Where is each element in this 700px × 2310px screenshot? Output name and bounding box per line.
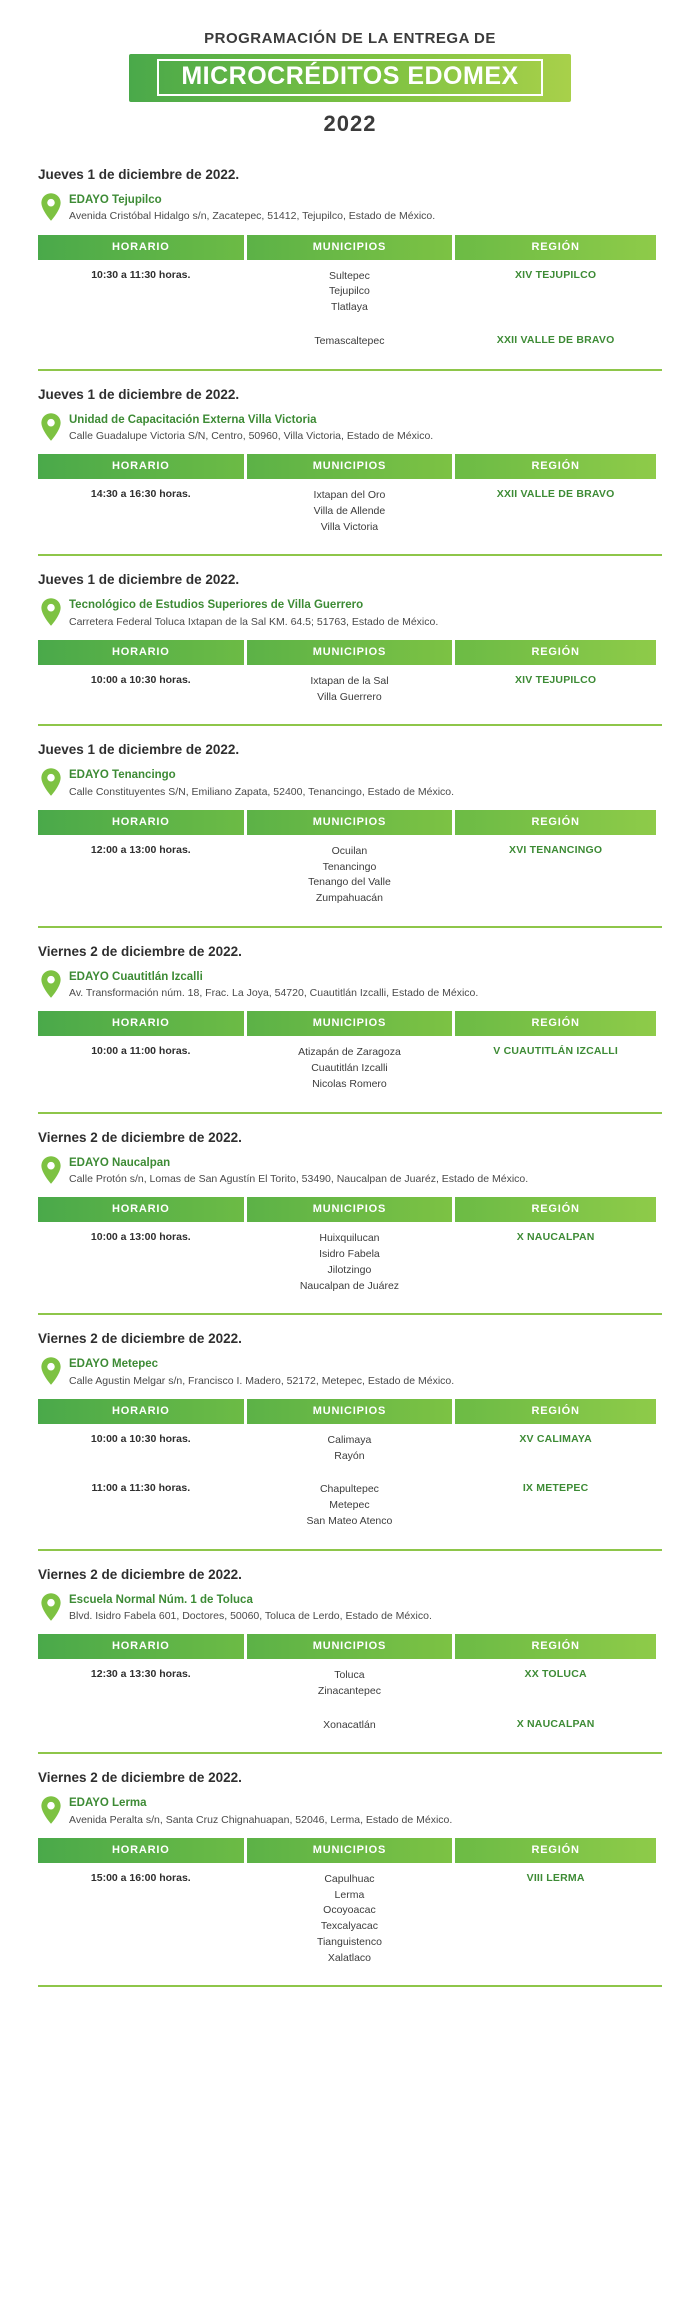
column-header-region: REGIÓN: [455, 454, 656, 479]
row-region: XIV TEJUPILCO: [514, 673, 597, 686]
municipio-name: Nicolas Romero: [312, 1077, 387, 1090]
row-horario: 10:30 a 11:30 horas.: [91, 268, 191, 281]
header-title-band: [129, 54, 570, 102]
municipio-name: Rayón: [334, 1449, 365, 1462]
column-header-municipios: MUNICIPIOS: [247, 454, 453, 479]
schedule-section: [38, 167, 662, 371]
venue-name: EDAYO Tenancingo: [69, 769, 176, 782]
table-header-row: [38, 1197, 656, 1222]
venue-name: EDAYO Tejupilco: [69, 194, 162, 206]
row-municipios: [247, 835, 453, 916]
map-pin-icon: [40, 193, 62, 221]
row-municipios: [247, 260, 453, 325]
schedule-table: [35, 235, 659, 359]
venue-address: Blvd. Isidro Fabela 601, Doctores, 50060, Toluca de Lerdo, Estado de México.: [69, 1609, 432, 1622]
section-divider: [38, 369, 662, 371]
table-row: [38, 325, 656, 359]
header-year: 2022: [323, 111, 377, 136]
column-header-region: REGIÓN: [455, 1838, 656, 1863]
schedule-section: [38, 387, 662, 557]
schedule-section: [38, 944, 662, 1114]
row-region: V CUAUTITLÁN IZCALLI: [493, 1045, 618, 1058]
table-row: [38, 835, 656, 916]
section-divider: [38, 1112, 662, 1114]
section-divider: [38, 1752, 662, 1754]
venue-block: [38, 412, 662, 444]
map-pin-icon: [40, 598, 62, 626]
table-header-row: [38, 235, 656, 260]
row-horario: 10:00 a 10:30 horas.: [90, 1432, 191, 1445]
row-horario: 12:30 a 13:30 horas.: [90, 1668, 191, 1681]
column-header-horario: HORARIO: [38, 235, 244, 260]
column-header-region: REGIÓN: [455, 1399, 656, 1424]
row-municipios: [247, 1473, 453, 1538]
section-date: Jueves 1 de diciembre de 2022.: [38, 167, 240, 182]
section-divider: [38, 926, 662, 928]
table-header-row: [38, 454, 656, 479]
table-row: [38, 1473, 656, 1538]
venue-block: [38, 1356, 662, 1388]
row-region: X NAUCALPAN: [516, 1231, 595, 1244]
column-header-municipios: MUNICIPIOS: [247, 1838, 453, 1863]
section-date: Viernes 2 de diciembre de 2022.: [38, 1770, 242, 1786]
section-date: Jueves 1 de diciembre de 2022.: [38, 572, 240, 588]
municipio-name: Villa Guerrero: [317, 690, 382, 703]
column-header-region: REGIÓN: [455, 810, 656, 835]
column-header-municipios: MUNICIPIOS: [247, 1399, 453, 1424]
municipio-name: Villa de Allende: [313, 504, 386, 517]
venue-block: [38, 1592, 662, 1624]
row-horario: 14:30 a 16:30 horas.: [90, 488, 191, 501]
schedule-table: [35, 1634, 659, 1742]
row-municipios: [247, 1036, 453, 1101]
venue-block: [38, 969, 662, 1001]
map-pin-icon: [40, 1796, 62, 1824]
section-date: Viernes 2 de diciembre de 2022.: [38, 1566, 242, 1582]
column-header-municipios: MUNICIPIOS: [247, 1634, 453, 1659]
row-region: X NAUCALPAN: [516, 1717, 595, 1730]
venue-address: Avenida Peralta s/n, Santa Cruz Chignahuapan, 52046, Lerma, Estado de México.: [69, 1813, 453, 1826]
municipio-name: Toluca: [334, 1669, 365, 1682]
venue-address: Av. Transformación núm. 18, Frac. La Joya, 54720, Cuautitlán Izcalli, Estado de México.: [69, 987, 479, 1000]
column-header-municipios: MUNICIPIOS: [247, 640, 453, 665]
table-row: [38, 1424, 656, 1474]
section-divider: [38, 1985, 662, 1987]
venue-address: Carretera Federal Toluca Ixtapan de la Sal KM. 64.5; 51763, Estado de México.: [69, 615, 439, 628]
row-region: VIII LERMA: [526, 1871, 585, 1884]
row-municipios: [247, 1424, 453, 1474]
municipio-name: Ixtapan de la Sal: [310, 674, 389, 687]
municipio-name: Atizapán de Zaragoza: [298, 1046, 401, 1059]
row-municipios: [247, 479, 453, 544]
schedule-section: [38, 1770, 662, 1987]
column-header-municipios: MUNICIPIOS: [247, 1197, 453, 1222]
venue-name: EDAYO Cuautitlán Izcalli: [69, 970, 203, 983]
municipio-name: Ixtapan del Oro: [313, 489, 386, 502]
municipio-name: Villa Victoria: [320, 520, 379, 533]
column-header-horario: HORARIO: [38, 1399, 244, 1424]
municipio-name: Ocuilan: [331, 844, 368, 857]
municipio-name: Cuautitlán Izcalli: [311, 1062, 388, 1075]
row-region: XVI TENANCINGO: [509, 843, 603, 856]
municipio-name: Metepec: [329, 1499, 370, 1512]
column-header-municipios: MUNICIPIOS: [247, 235, 453, 260]
column-header-horario: HORARIO: [38, 640, 244, 665]
row-region: XV CALIMAYA: [519, 1432, 592, 1445]
row-horario: 10:00 a 10:30 horas.: [90, 673, 191, 686]
municipio-name: Zinacantepec: [317, 1684, 381, 1697]
venue-name: Tecnológico de Estudios Superiores de Villa Guerrero: [69, 599, 364, 612]
municipio-name: San Mateo Atenco: [306, 1514, 393, 1527]
row-region: XIV TEJUPILCO: [514, 268, 597, 281]
table-row: [38, 1036, 656, 1101]
header-subtitle: PROGRAMACIÓN DE LA ENTREGA DE: [204, 30, 496, 47]
column-header-horario: HORARIO: [38, 1011, 244, 1036]
schedule-sections: [38, 167, 662, 1987]
venue-name: Unidad de Capacitación Externa Villa Victoria: [69, 413, 317, 426]
schedule-section: [38, 742, 662, 928]
municipio-name: Tenancingo: [322, 860, 377, 873]
schedule-table: [35, 1399, 659, 1539]
map-pin-icon: [40, 1156, 62, 1184]
municipio-name: Calimaya: [327, 1433, 372, 1446]
section-date: Viernes 2 de diciembre de 2022.: [38, 1331, 242, 1347]
section-divider: [38, 724, 662, 726]
row-horario: [38, 325, 244, 359]
venue-name: EDAYO Naucalpan: [69, 1156, 171, 1169]
column-header-municipios: MUNICIPIOS: [247, 810, 453, 835]
table-row: [38, 260, 656, 325]
row-horario: 12:00 a 13:00 horas.: [90, 843, 191, 856]
table-row: [38, 1222, 656, 1303]
section-date: Viernes 2 de diciembre de 2022.: [38, 943, 242, 959]
schedule-table: [35, 1838, 659, 1976]
municipio-name: Naucalpan de Juárez: [299, 1279, 400, 1292]
map-pin-icon: [40, 970, 62, 998]
row-municipios: [247, 325, 453, 359]
venue-name: EDAYO Lerma: [69, 1797, 147, 1810]
municipio-name: Chapultepec: [319, 1483, 379, 1496]
municipio-name: Huixquilucan: [319, 1232, 380, 1245]
section-divider: [38, 554, 662, 556]
table-row: [38, 665, 656, 715]
column-header-horario: HORARIO: [38, 1197, 244, 1222]
table-header-row: [38, 640, 656, 665]
table-row: [38, 1709, 656, 1743]
municipio-name: Jilotzingo: [327, 1263, 372, 1276]
municipio-name: Isidro Fabela: [319, 1248, 380, 1261]
column-header-region: REGIÓN: [455, 1197, 656, 1222]
section-divider: [38, 1549, 662, 1551]
schedule-section: [38, 1331, 662, 1550]
section-date: Jueves 1 de diciembre de 2022.: [38, 386, 240, 402]
table-header-row: [38, 1399, 656, 1424]
venue-block: [38, 1795, 662, 1827]
row-municipios: [247, 1222, 453, 1303]
municipio-name: Capulhuac: [324, 1872, 375, 1885]
row-municipios: [247, 665, 453, 715]
venue-address: Calle Constituyentes S/N, Emiliano Zapata, 52400, Tenancingo, Estado de México.: [69, 785, 455, 798]
municipio-name: Ocoyoacac: [323, 1904, 376, 1917]
section-divider: [38, 1313, 662, 1315]
row-municipios: [247, 1709, 453, 1743]
column-header-horario: HORARIO: [38, 810, 244, 835]
schedule-table: [35, 810, 659, 916]
venue-name: Escuela Normal Núm. 1 de Toluca: [69, 1593, 253, 1606]
row-region: IX METEPEC: [522, 1482, 589, 1495]
venue-block: [38, 597, 662, 629]
column-header-region: REGIÓN: [455, 1011, 656, 1036]
schedule-section: [38, 1130, 662, 1316]
column-header-region: REGIÓN: [455, 1634, 656, 1659]
venue-address: Avenida Cristóbal Hidalgo s/n, Zacatepec, 51412, Tejupilco, Estado de México.: [69, 210, 436, 223]
municipio-name: Temascaltepec: [314, 334, 385, 347]
column-header-horario: HORARIO: [38, 1634, 244, 1659]
row-horario: 11:00 a 11:30 horas.: [91, 1482, 191, 1495]
table-header-row: [38, 1011, 656, 1036]
venue-block: [38, 767, 662, 799]
column-header-horario: HORARIO: [38, 1838, 244, 1863]
section-date: Jueves 1 de diciembre de 2022.: [38, 742, 240, 758]
row-horario: 15:00 a 16:00 horas.: [90, 1871, 191, 1884]
document-header: [38, 30, 662, 137]
table-row: [38, 479, 656, 544]
column-header-region: REGIÓN: [455, 640, 656, 665]
venue-block: [38, 1155, 662, 1187]
municipio-name: Lerma: [334, 1888, 365, 1901]
schedule-table: [35, 640, 659, 715]
venue-address: Calle Protón s/n, Lomas de San Agustín El Torito, 53490, Naucalpan de Juaréz, Estado de México.: [69, 1173, 529, 1186]
map-pin-icon: [40, 413, 62, 441]
table-header-row: [38, 1838, 656, 1863]
municipio-name: Tianguistenco: [316, 1935, 382, 1948]
municipio-name: Texcalyacac: [320, 1920, 379, 1933]
municipio-name: Sultepec: [329, 269, 370, 282]
schedule-table: [35, 1197, 659, 1303]
column-header-horario: HORARIO: [38, 454, 244, 479]
row-horario: [38, 1709, 244, 1743]
municipio-name: Tenango del Valle: [308, 876, 391, 889]
table-header-row: [38, 1634, 656, 1659]
table-row: [38, 1863, 656, 1976]
row-region: XX TOLUCA: [524, 1668, 587, 1681]
municipio-name: Zumpahuacán: [315, 892, 383, 905]
schedule-section: [38, 1567, 662, 1755]
venue-name: EDAYO Metepec: [69, 1358, 159, 1371]
map-pin-icon: [40, 1357, 62, 1385]
venue-address: Calle Guadalupe Victoria S/N, Centro, 50960, Villa Victoria, Estado de México.: [69, 429, 434, 442]
row-region: XXII VALLE DE BRAVO: [496, 333, 615, 346]
map-pin-icon: [40, 768, 62, 796]
row-horario: 10:00 a 13:00 horas.: [90, 1231, 191, 1244]
municipio-name: Xalatlaco: [327, 1951, 372, 1964]
row-municipios: [247, 1659, 453, 1709]
table-header-row: [38, 810, 656, 835]
venue-block: [38, 192, 662, 224]
column-header-municipios: MUNICIPIOS: [247, 1011, 453, 1036]
table-row: [38, 1659, 656, 1709]
schedule-table: [35, 454, 659, 544]
municipio-name: Tlatlaya: [331, 301, 368, 314]
municipio-name: Xonacatlán: [323, 1718, 376, 1731]
row-municipios: [247, 1863, 453, 1976]
municipio-name: Tejupilco: [329, 285, 370, 298]
row-region: XXII VALLE DE BRAVO: [496, 488, 615, 501]
map-pin-icon: [40, 1593, 62, 1621]
venue-address: Calle Agustin Melgar s/n, Francisco I. Madero, 52172, Metepec, Estado de México.: [69, 1374, 455, 1387]
section-date: Viernes 2 de diciembre de 2022.: [38, 1129, 242, 1145]
header-title: MICROCRÉDITOS EDOMEX: [181, 62, 519, 90]
column-header-region: REGIÓN: [455, 235, 656, 260]
schedule-section: [38, 572, 662, 726]
schedule-table: [35, 1011, 659, 1101]
row-horario: 10:00 a 11:00 horas.: [91, 1045, 191, 1058]
